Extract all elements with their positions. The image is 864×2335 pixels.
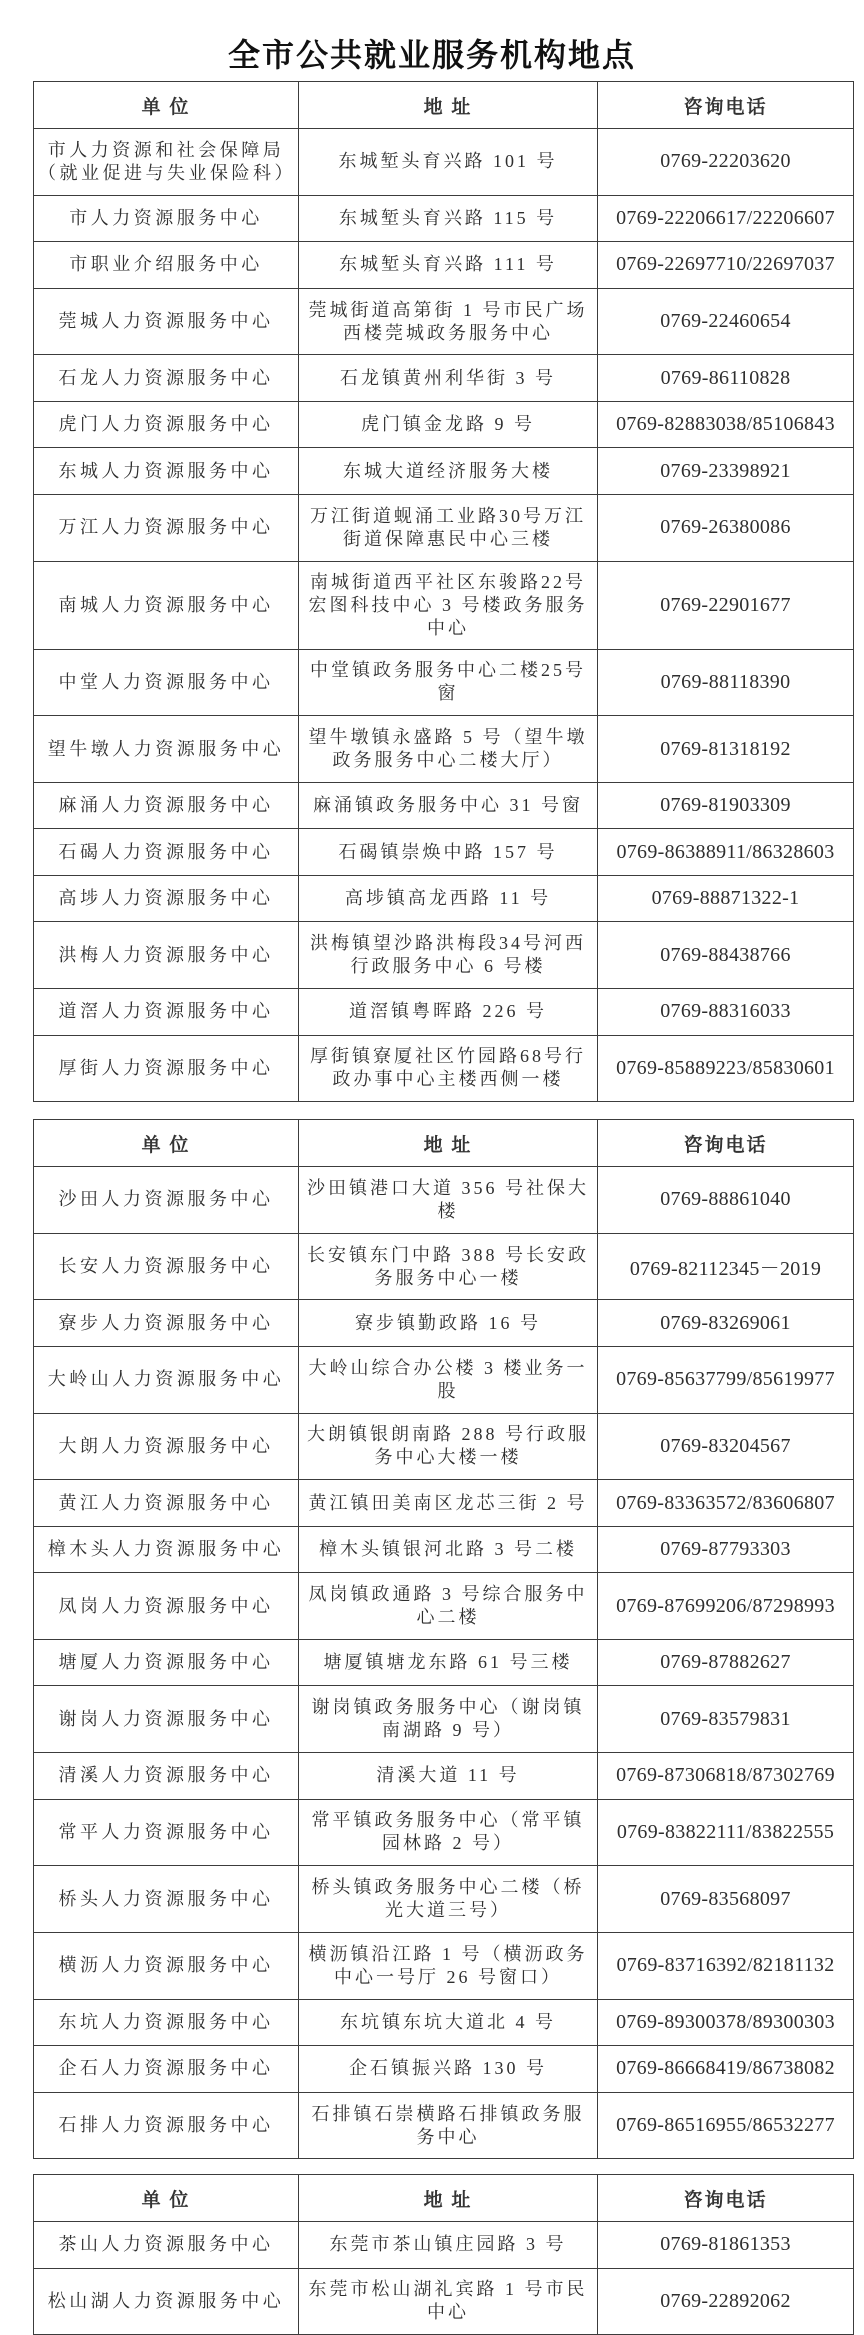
- table-row: [34, 922, 854, 989]
- table-row: [34, 1753, 854, 1800]
- table-row: [34, 1300, 854, 1347]
- phone-cell: 0769-22892062: [598, 2268, 854, 2335]
- address-cell: [299, 716, 598, 783]
- address-line: 虎门镇金龙路 9 号: [361, 414, 535, 435]
- unit-name: 虎门人力资源服务中心: [58, 414, 274, 435]
- phone-cell: 0769-81318192: [598, 716, 854, 783]
- address-cell: [299, 1573, 598, 1640]
- phone-cell: 0769-83204567: [598, 1413, 854, 1480]
- unit-name: 东城人力资源服务中心: [58, 460, 274, 481]
- unit-name: 常平人力资源服务中心: [58, 1821, 274, 1842]
- address-line: 务中心: [416, 2126, 480, 2147]
- address-line: 东城堑头育兴路 111 号: [339, 254, 557, 275]
- phone-cell: 0769-26380086: [598, 494, 854, 561]
- unit-cell: [34, 242, 299, 289]
- address-line: 道滘镇粤晖路 226 号: [349, 1001, 547, 1022]
- unit-name: 市人力资源和社会保障局: [47, 139, 285, 160]
- unit-cell: [34, 129, 299, 196]
- address-cell: [299, 494, 598, 561]
- address-line: 东城堑头育兴路 115 号: [338, 207, 558, 228]
- unit-name: 凤岗人力资源服务中心: [58, 1595, 274, 1616]
- unit-cell: [34, 1167, 299, 1234]
- unit-name: 洪梅人力资源服务中心: [58, 944, 274, 965]
- address-cell: [299, 2092, 598, 2159]
- unit-name: 莞城人力资源服务中心: [58, 311, 274, 332]
- address-line: 园林路 2 号）: [382, 1833, 514, 1854]
- unit-name: 塘厦人力资源服务中心: [58, 1652, 274, 1673]
- address-line: 黄江镇田美南区龙芯三街 2 号: [308, 1492, 588, 1513]
- table-row: [34, 1639, 854, 1686]
- service-location-table: [33, 2174, 854, 2335]
- address-line: 谢岗镇政务服务中心（谢岗镇: [311, 1697, 585, 1718]
- header-unit: 单 位: [34, 1120, 299, 1167]
- unit-name: 市人力资源服务中心: [69, 207, 263, 228]
- address-line: 常平镇政务服务中心（常平镇: [311, 1810, 585, 1831]
- header-address: 地 址: [299, 2175, 598, 2222]
- unit-name: 万江人力资源服务中心: [58, 517, 274, 538]
- service-location-table: [33, 1119, 854, 2159]
- unit-cell: [34, 875, 299, 922]
- address-cell: [299, 448, 598, 495]
- unit-name: 中堂人力资源服务中心: [58, 671, 274, 692]
- address-line: 南湖路 9 号）: [382, 1720, 514, 1741]
- phone-cell: 0769-22460654: [598, 288, 854, 355]
- unit-name: 沙田人力资源服务中心: [58, 1189, 274, 1210]
- table-header-row: [34, 82, 854, 129]
- table-row: [34, 355, 854, 402]
- address-cell: [299, 195, 598, 242]
- unit-cell: [34, 288, 299, 355]
- address-line: 塘厦镇塘龙东路 61 号三楼: [323, 1652, 573, 1673]
- phone-cell: 0769-89300378/89300303: [598, 1999, 854, 2046]
- table-row: [34, 989, 854, 1036]
- unit-cell: [34, 1233, 299, 1300]
- table-row: [34, 1799, 854, 1866]
- address-line: 心二楼: [416, 1607, 480, 1628]
- address-cell: [299, 561, 598, 649]
- unit-name: 清溪人力资源服务中心: [58, 1765, 274, 1786]
- address-line: 企石镇振兴路 130 号: [349, 2058, 547, 2079]
- address-line: 东坑镇东坑大道北 4 号: [340, 2011, 556, 2032]
- address-line: 清溪大道 11 号: [376, 1765, 520, 1786]
- unit-name: 南城人力资源服务中心: [58, 594, 274, 615]
- address-cell: [299, 875, 598, 922]
- unit-cell: [34, 1999, 299, 2046]
- address-line: 楼: [437, 1200, 459, 1221]
- unit-name: 长安人力资源服务中心: [58, 1256, 274, 1277]
- unit-cell: [34, 2092, 299, 2159]
- address-cell: [299, 1753, 598, 1800]
- unit-cell: [34, 2222, 299, 2269]
- phone-cell: 0769-81903309: [598, 782, 854, 829]
- unit-cell: [34, 195, 299, 242]
- table-row: [34, 2046, 854, 2093]
- address-cell: [299, 1639, 598, 1686]
- address-line: 沙田镇港口大道 356 号社保大: [307, 1177, 589, 1198]
- unit-cell: [34, 1686, 299, 1753]
- address-line: 莞城街道高第街 1 号市民广场: [308, 299, 588, 320]
- table-row: [34, 1686, 854, 1753]
- unit-name: 松山湖人力资源服务中心: [47, 2290, 285, 2311]
- address-cell: [299, 989, 598, 1036]
- address-line: 东莞市松山湖礼宾路 1 号市民: [308, 2279, 588, 2300]
- header-phone: 咨询电话: [598, 82, 854, 129]
- address-line: 洪梅镇望沙路洪梅段34号河西: [310, 933, 586, 954]
- phone-cell: 0769-87882627: [598, 1639, 854, 1686]
- address-line: 政务服务中心二楼大厅）: [332, 750, 564, 771]
- unit-name: 石碣人力资源服务中心: [58, 841, 274, 862]
- unit-cell: [34, 649, 299, 716]
- phone-cell: 0769-22901677: [598, 561, 854, 649]
- address-cell: [299, 1167, 598, 1234]
- address-line: 中心: [427, 617, 469, 638]
- unit-cell: [34, 561, 299, 649]
- phone-cell: 0769-85889223/85830601: [598, 1035, 854, 1102]
- table-row: [34, 1573, 854, 1640]
- phone-cell: 0769-81861353: [598, 2222, 854, 2269]
- address-cell: [299, 1999, 598, 2046]
- address-line: 光大道三号）: [385, 1900, 511, 1921]
- unit-cell: [34, 2268, 299, 2335]
- address-line: 东莞市茶山镇庄园路 3 号: [329, 2234, 567, 2255]
- address-line: 南城街道西平社区东骏路22号: [310, 571, 586, 592]
- table-row: [34, 494, 854, 561]
- unit-cell: [34, 1346, 299, 1413]
- unit-cell: [34, 1639, 299, 1686]
- phone-cell: 0769-83363572/83606807: [598, 1480, 854, 1527]
- address-line: 大朗镇银朗南路 288 号行政服: [307, 1424, 589, 1445]
- phone-cell: 0769-82112345－2019: [598, 1233, 854, 1300]
- table-row: [34, 448, 854, 495]
- address-line: 万江街道蚬涌工业路30号万江: [310, 505, 586, 526]
- address-cell: [299, 1866, 598, 1933]
- address-cell: [299, 829, 598, 876]
- address-line: 中心: [427, 2302, 469, 2323]
- address-cell: [299, 2268, 598, 2335]
- address-line: 东城堑头育兴路 101 号: [338, 151, 558, 172]
- unit-name: 茶山人力资源服务中心: [58, 2234, 274, 2255]
- phone-cell: 0769-83579831: [598, 1686, 854, 1753]
- address-cell: [299, 242, 598, 289]
- table-row: [34, 1866, 854, 1933]
- table-row: [34, 1167, 854, 1234]
- phone-cell: 0769-22203620: [598, 129, 854, 196]
- unit-cell: [34, 494, 299, 561]
- header-address: 地 址: [299, 82, 598, 129]
- phone-cell: 0769-82883038/85106843: [598, 401, 854, 448]
- unit-name: 樟木头人力资源服务中心: [47, 1539, 285, 1559]
- unit-cell: [34, 1866, 299, 1933]
- phone-cell: 0769-86388911/86328603: [598, 829, 854, 876]
- address-line: 横沥镇沿江路 1 号（横沥政务: [308, 1943, 588, 1964]
- table-row: [34, 649, 854, 716]
- unit-cell: [34, 922, 299, 989]
- address-line: 街道保障惠民中心三楼: [343, 528, 553, 549]
- phone-cell: 0769-83269061: [598, 1300, 854, 1347]
- address-cell: [299, 922, 598, 989]
- unit-cell: [34, 1526, 299, 1573]
- address-line: 长安镇东门中路 388 号长安政: [307, 1244, 589, 1265]
- address-line: 中堂镇政务服务中心二楼25号: [310, 660, 586, 681]
- phone-cell: 0769-23398921: [598, 448, 854, 495]
- address-line: 望牛墩镇永盛路 5 号（望牛墩: [308, 727, 588, 748]
- phone-cell: 0769-83822111/83822555: [598, 1799, 854, 1866]
- address-line: 东城大道经济服务大楼: [343, 460, 553, 481]
- address-cell: [299, 1035, 598, 1102]
- table-row: [34, 242, 854, 289]
- table-row: [34, 875, 854, 922]
- table-row: [34, 1233, 854, 1300]
- address-line: 中心一号厅 26 号窗口）: [334, 1966, 562, 1987]
- unit-cell: [34, 2046, 299, 2093]
- table-row: [34, 2222, 854, 2269]
- unit-name: 寮步人力资源服务中心: [58, 1312, 274, 1333]
- unit-name: 市职业介绍服务中心: [69, 254, 263, 275]
- phone-cell: 0769-88871322-1: [598, 875, 854, 922]
- table-row: [34, 1526, 854, 1573]
- address-line: 樟木头镇银河北路 3 号二楼: [319, 1539, 577, 1559]
- table-row: [34, 1035, 854, 1102]
- address-cell: [299, 401, 598, 448]
- phone-cell: 0769-88118390: [598, 649, 854, 716]
- address-line: 凤岗镇政通路 3 号综合服务中: [308, 1584, 588, 1605]
- unit-name: 厚街人力资源服务中心: [58, 1057, 274, 1078]
- address-cell: [299, 782, 598, 829]
- address-line: 窗: [437, 683, 459, 704]
- address-cell: [299, 288, 598, 355]
- phone-cell: 0769-87306818/87302769: [598, 1753, 854, 1800]
- phone-cell: 0769-86668419/86738082: [598, 2046, 854, 2093]
- unit-name: （就业促进与失业保险科）: [38, 162, 296, 183]
- unit-name: 大岭山人力资源服务中心: [47, 1369, 285, 1390]
- address-line: 大岭山综合办公楼 3 楼业务一: [308, 1357, 588, 1378]
- address-line: 行政服务中心 6 号楼: [350, 956, 546, 977]
- address-cell: [299, 1933, 598, 2000]
- unit-name: 大朗人力资源服务中心: [58, 1435, 274, 1456]
- address-line: 麻涌镇政务服务中心 31 号窗: [313, 795, 583, 816]
- unit-name: 望牛墩人力资源服务中心: [47, 738, 285, 759]
- address-line: 宏图科技中心 3 号楼政务服务: [308, 594, 588, 615]
- address-line: 厚街镇寮厦社区竹园路68号行: [310, 1046, 586, 1067]
- phone-cell: 0769-22206617/22206607: [598, 195, 854, 242]
- phone-cell: 0769-86110828: [598, 355, 854, 402]
- table-row: [34, 561, 854, 649]
- unit-name: 石龙人力资源服务中心: [58, 367, 274, 388]
- phone-cell: 0769-22697710/22697037: [598, 242, 854, 289]
- address-line: 股: [437, 1380, 459, 1401]
- phone-cell: 0769-87699206/87298993: [598, 1573, 854, 1640]
- header-unit: 单 位: [34, 82, 299, 129]
- address-cell: [299, 1413, 598, 1480]
- phone-cell: 0769-86516955/86532277: [598, 2092, 854, 2159]
- header-phone: 咨询电话: [598, 1120, 854, 1167]
- phone-cell: 0769-85637799/85619977: [598, 1346, 854, 1413]
- address-cell: [299, 1686, 598, 1753]
- address-cell: [299, 355, 598, 402]
- unit-cell: [34, 401, 299, 448]
- table-row: [34, 1480, 854, 1527]
- unit-cell: [34, 782, 299, 829]
- address-line: 高埗镇高龙西路 11 号: [344, 888, 552, 909]
- unit-cell: [34, 1799, 299, 1866]
- phone-cell: 0769-87793303: [598, 1526, 854, 1573]
- unit-cell: [34, 1480, 299, 1527]
- table-row: [34, 401, 854, 448]
- header-address: 地 址: [299, 1120, 598, 1167]
- address-line: 石龙镇黄州利华街 3 号: [340, 367, 556, 388]
- unit-cell: [34, 829, 299, 876]
- address-line: 务服务中心一楼: [374, 1267, 522, 1288]
- address-cell: [299, 1233, 598, 1300]
- phone-cell: 0769-88438766: [598, 922, 854, 989]
- table-row: [34, 716, 854, 783]
- table-row: [34, 195, 854, 242]
- page-title: 全市公共就业服务机构地点: [227, 37, 636, 73]
- unit-name: 东坑人力资源服务中心: [58, 2011, 274, 2032]
- unit-cell: [34, 1035, 299, 1102]
- address-cell: [299, 649, 598, 716]
- unit-name: 横沥人力资源服务中心: [58, 1955, 274, 1976]
- table-row: [34, 829, 854, 876]
- address-line: 桥头镇政务服务中心二楼（桥: [311, 1877, 585, 1898]
- address-cell: [299, 1300, 598, 1347]
- unit-name: 桥头人力资源服务中心: [58, 1888, 274, 1909]
- address-line: 西楼莞城政务服务中心: [343, 322, 553, 343]
- table-row: [34, 1999, 854, 2046]
- address-line: 务中心大楼一楼: [374, 1447, 522, 1468]
- phone-cell: 0769-83716392/82181132: [598, 1933, 854, 2000]
- header-phone: 咨询电话: [598, 2175, 854, 2222]
- table-row: [34, 1933, 854, 2000]
- unit-cell: [34, 716, 299, 783]
- table-row: [34, 129, 854, 196]
- table-row: [34, 1413, 854, 1480]
- table-row: [34, 782, 854, 829]
- unit-cell: [34, 1933, 299, 2000]
- unit-cell: [34, 1413, 299, 1480]
- unit-name: 道滘人力资源服务中心: [58, 1001, 274, 1022]
- address-cell: [299, 1526, 598, 1573]
- address-line: 政办事中心主楼西侧一楼: [332, 1069, 564, 1090]
- unit-cell: [34, 1573, 299, 1640]
- phone-cell: 0769-83568097: [598, 1866, 854, 1933]
- unit-name: 企石人力资源服务中心: [58, 2058, 274, 2079]
- unit-cell: [34, 1753, 299, 1800]
- address-cell: [299, 2222, 598, 2269]
- phone-cell: 0769-88861040: [598, 1167, 854, 1234]
- table-header-row: [34, 2175, 854, 2222]
- address-cell: [299, 129, 598, 196]
- address-cell: [299, 1480, 598, 1527]
- unit-cell: [34, 448, 299, 495]
- unit-cell: [34, 1300, 299, 1347]
- address-line: 寮步镇勤政路 16 号: [355, 1312, 541, 1333]
- address-cell: [299, 1346, 598, 1413]
- address-line: 石碣镇崇焕中路 157 号: [338, 841, 558, 862]
- address-cell: [299, 2046, 598, 2093]
- table-row: [34, 288, 854, 355]
- address-cell: [299, 1799, 598, 1866]
- table-row: [34, 1346, 854, 1413]
- unit-cell: [34, 989, 299, 1036]
- unit-name: 黄江人力资源服务中心: [58, 1492, 274, 1513]
- table-row: [34, 2268, 854, 2335]
- header-unit: 单 位: [34, 2175, 299, 2222]
- table-row: [34, 2092, 854, 2159]
- phone-cell: 0769-88316033: [598, 989, 854, 1036]
- address-line: 石排镇石崇横路石排镇政务服: [311, 2103, 585, 2124]
- service-location-table: [33, 81, 854, 1102]
- table-header-row: [34, 1120, 854, 1167]
- unit-cell: [34, 355, 299, 402]
- unit-name: 谢岗人力资源服务中心: [58, 1708, 274, 1729]
- unit-name: 麻涌人力资源服务中心: [58, 795, 274, 816]
- unit-name: 石排人力资源服务中心: [58, 2115, 274, 2136]
- unit-name: 高埗人力资源服务中心: [58, 888, 274, 909]
